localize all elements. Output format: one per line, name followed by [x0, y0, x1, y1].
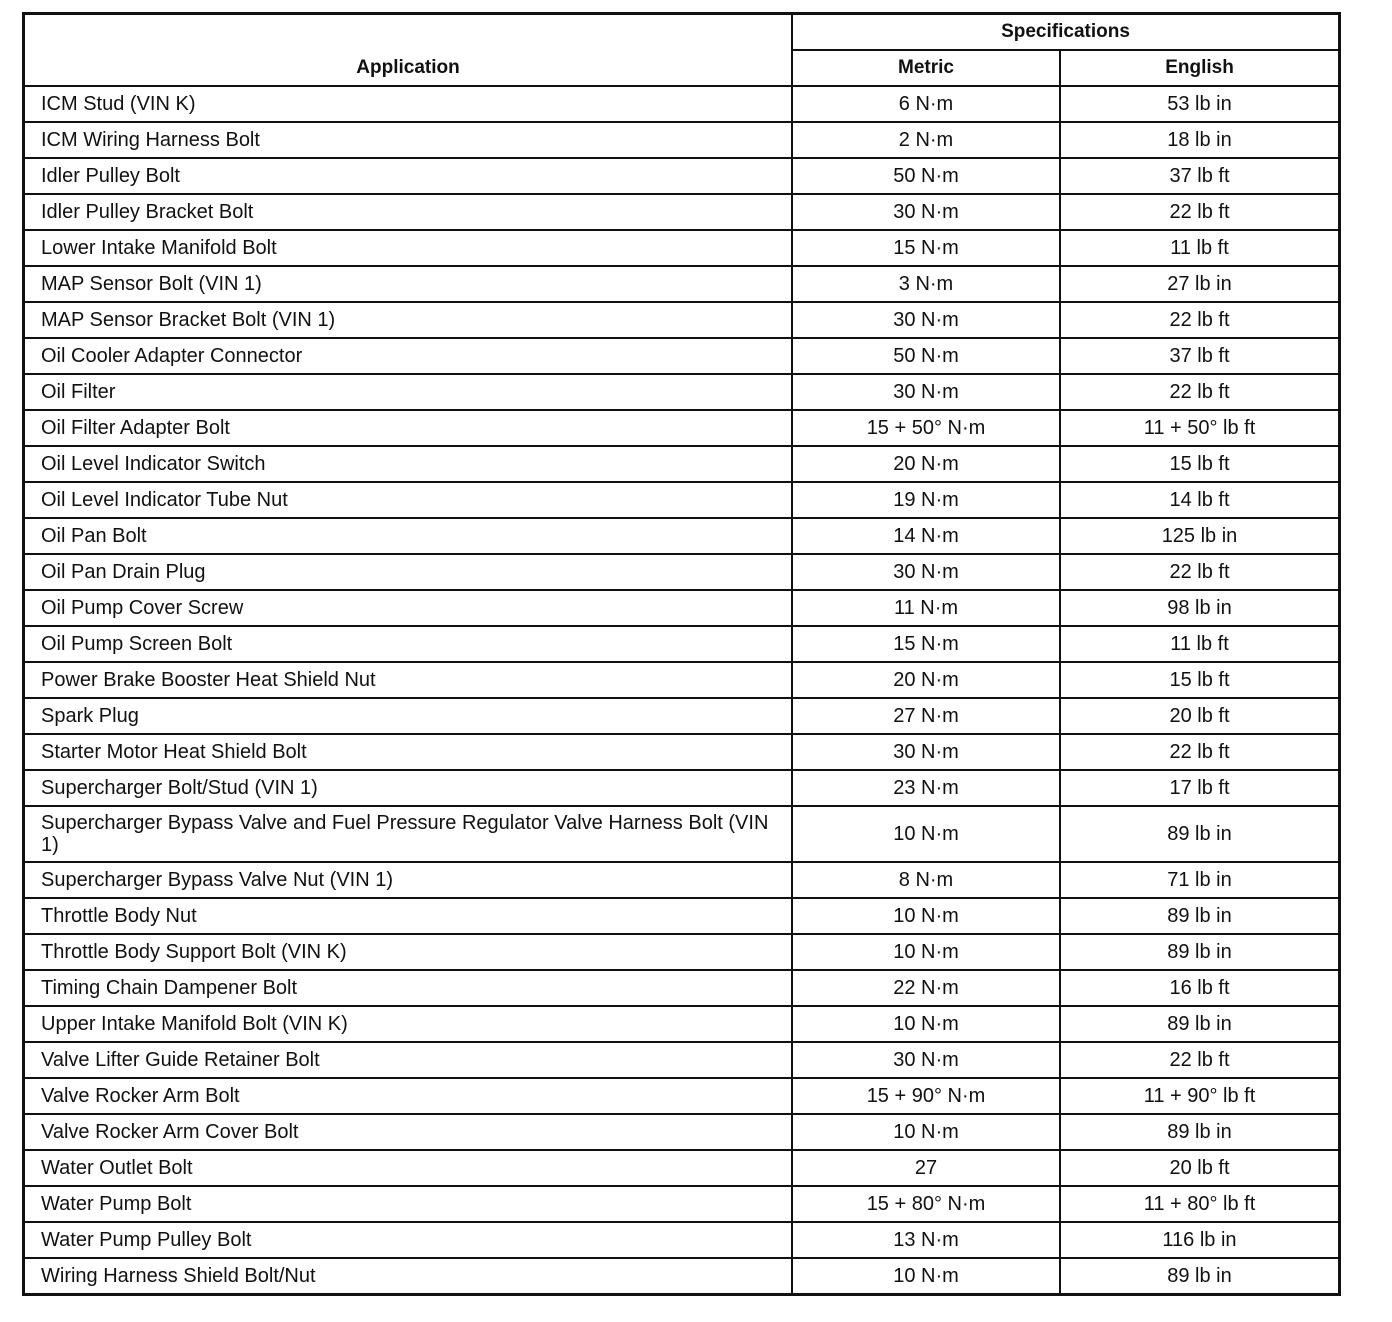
metric-cell: 19 N·m	[792, 482, 1060, 518]
english-cell: 20 lb ft	[1060, 1150, 1340, 1186]
english-cell: 22 lb ft	[1060, 194, 1340, 230]
metric-cell: 20 N·m	[792, 446, 1060, 482]
table-row	[24, 898, 1340, 934]
metric-cell: 30 N·m	[792, 302, 1060, 338]
table-row	[24, 302, 1340, 338]
english-cell: 22 lb ft	[1060, 1042, 1340, 1078]
table-row	[24, 1006, 1340, 1042]
table-row	[24, 862, 1340, 898]
application-cell: Supercharger Bolt/Stud (VIN 1)	[24, 770, 793, 806]
application-cell: Oil Pan Bolt	[24, 518, 793, 554]
header-application: Application	[24, 14, 793, 87]
english-cell: 89 lb in	[1060, 806, 1340, 862]
metric-cell: 11 N·m	[792, 590, 1060, 626]
metric-cell: 50 N·m	[792, 338, 1060, 374]
english-cell: 14 lb ft	[1060, 482, 1340, 518]
metric-cell: 3 N·m	[792, 266, 1060, 302]
application-cell: Oil Pan Drain Plug	[24, 554, 793, 590]
table-row	[24, 554, 1340, 590]
table-row	[24, 518, 1340, 554]
table-row	[24, 122, 1340, 158]
english-cell: 20 lb ft	[1060, 698, 1340, 734]
table-row	[24, 482, 1340, 518]
metric-cell: 2 N·m	[792, 122, 1060, 158]
english-cell: 15 lb ft	[1060, 662, 1340, 698]
english-cell: 53 lb in	[1060, 86, 1340, 122]
application-cell: Valve Lifter Guide Retainer Bolt	[24, 1042, 793, 1078]
table-row	[24, 1042, 1340, 1078]
english-cell: 22 lb ft	[1060, 734, 1340, 770]
table-row	[24, 662, 1340, 698]
english-cell: 11 + 90° lb ft	[1060, 1078, 1340, 1114]
application-cell: Water Pump Pulley Bolt	[24, 1222, 793, 1258]
application-cell: Oil Filter Adapter Bolt	[24, 410, 793, 446]
application-cell: Wiring Harness Shield Bolt/Nut	[24, 1258, 793, 1295]
application-cell: Oil Filter	[24, 374, 793, 410]
english-cell: 89 lb in	[1060, 1006, 1340, 1042]
metric-cell: 14 N·m	[792, 518, 1060, 554]
english-cell: 11 lb ft	[1060, 626, 1340, 662]
english-cell: 16 lb ft	[1060, 970, 1340, 1006]
metric-cell: 20 N·m	[792, 662, 1060, 698]
application-cell: Valve Rocker Arm Cover Bolt	[24, 1114, 793, 1150]
english-cell: 89 lb in	[1060, 1114, 1340, 1150]
table-row	[24, 1114, 1340, 1150]
metric-cell: 50 N·m	[792, 158, 1060, 194]
metric-cell: 30 N·m	[792, 194, 1060, 230]
application-cell: Supercharger Bypass Valve Nut (VIN 1)	[24, 862, 793, 898]
application-cell: Throttle Body Nut	[24, 898, 793, 934]
metric-cell: 30 N·m	[792, 374, 1060, 410]
metric-cell: 10 N·m	[792, 1006, 1060, 1042]
table-row	[24, 698, 1340, 734]
english-cell: 27 lb in	[1060, 266, 1340, 302]
table-row	[24, 374, 1340, 410]
english-cell: 89 lb in	[1060, 934, 1340, 970]
table-row	[24, 446, 1340, 482]
metric-cell: 8 N·m	[792, 862, 1060, 898]
english-cell: 116 lb in	[1060, 1222, 1340, 1258]
metric-cell: 10 N·m	[792, 1114, 1060, 1150]
english-cell: 11 lb ft	[1060, 230, 1340, 266]
english-cell: 22 lb ft	[1060, 302, 1340, 338]
english-cell: 11 + 50° lb ft	[1060, 410, 1340, 446]
metric-cell: 30 N·m	[792, 554, 1060, 590]
metric-cell: 30 N·m	[792, 734, 1060, 770]
application-cell: Spark Plug	[24, 698, 793, 734]
table-row	[24, 1186, 1340, 1222]
table-row	[24, 934, 1340, 970]
english-cell: 11 + 80° lb ft	[1060, 1186, 1340, 1222]
application-cell: MAP Sensor Bracket Bolt (VIN 1)	[24, 302, 793, 338]
metric-cell: 27 N·m	[792, 698, 1060, 734]
metric-cell: 15 + 80° N·m	[792, 1186, 1060, 1222]
table-row	[24, 1258, 1340, 1295]
table-row	[24, 86, 1340, 122]
table-row	[24, 338, 1340, 374]
application-cell: Valve Rocker Arm Bolt	[24, 1078, 793, 1114]
english-cell: 18 lb in	[1060, 122, 1340, 158]
metric-cell: 15 + 50° N·m	[792, 410, 1060, 446]
metric-cell: 30 N·m	[792, 1042, 1060, 1078]
application-cell: Upper Intake Manifold Bolt (VIN K)	[24, 1006, 793, 1042]
table-row	[24, 158, 1340, 194]
application-cell: Idler Pulley Bolt	[24, 158, 793, 194]
application-cell: ICM Stud (VIN K)	[24, 86, 793, 122]
metric-cell: 10 N·m	[792, 898, 1060, 934]
application-cell: Idler Pulley Bracket Bolt	[24, 194, 793, 230]
metric-cell: 23 N·m	[792, 770, 1060, 806]
english-cell: 17 lb ft	[1060, 770, 1340, 806]
header-english: English	[1060, 50, 1340, 86]
english-cell: 89 lb in	[1060, 1258, 1340, 1295]
application-cell: Supercharger Bypass Valve and Fuel Pressure Regulator Valve Harness Bolt (VIN 1)	[24, 806, 793, 862]
table-row	[24, 1222, 1340, 1258]
table-row	[24, 1150, 1340, 1186]
application-cell: Oil Pump Cover Screw	[24, 590, 793, 626]
application-cell: Oil Cooler Adapter Connector	[24, 338, 793, 374]
metric-cell: 10 N·m	[792, 934, 1060, 970]
english-cell: 22 lb ft	[1060, 374, 1340, 410]
table-row	[24, 590, 1340, 626]
metric-cell: 10 N·m	[792, 806, 1060, 862]
application-cell: Water Pump Bolt	[24, 1186, 793, 1222]
application-cell: Power Brake Booster Heat Shield Nut	[24, 662, 793, 698]
application-cell: ICM Wiring Harness Bolt	[24, 122, 793, 158]
header-metric: Metric	[792, 50, 1060, 86]
metric-cell: 22 N·m	[792, 970, 1060, 1006]
english-cell: 37 lb ft	[1060, 158, 1340, 194]
application-cell: Oil Pump Screen Bolt	[24, 626, 793, 662]
english-cell: 71 lb in	[1060, 862, 1340, 898]
english-cell: 15 lb ft	[1060, 446, 1340, 482]
table-row	[24, 266, 1340, 302]
table-row	[24, 626, 1340, 662]
application-cell: Oil Level Indicator Switch	[24, 446, 793, 482]
metric-cell: 15 + 90° N·m	[792, 1078, 1060, 1114]
application-cell: Water Outlet Bolt	[24, 1150, 793, 1186]
table-row	[24, 970, 1340, 1006]
english-cell: 22 lb ft	[1060, 554, 1340, 590]
application-cell: Starter Motor Heat Shield Bolt	[24, 734, 793, 770]
metric-cell: 6 N·m	[792, 86, 1060, 122]
application-cell: Timing Chain Dampener Bolt	[24, 970, 793, 1006]
english-cell: 98 lb in	[1060, 590, 1340, 626]
metric-cell: 10 N·m	[792, 1258, 1060, 1295]
metric-cell: 13 N·m	[792, 1222, 1060, 1258]
application-cell: Lower Intake Manifold Bolt	[24, 230, 793, 266]
metric-cell: 15 N·m	[792, 230, 1060, 266]
application-cell: Throttle Body Support Bolt (VIN K)	[24, 934, 793, 970]
application-cell: MAP Sensor Bolt (VIN 1)	[24, 266, 793, 302]
english-cell: 37 lb ft	[1060, 338, 1340, 374]
table-row	[24, 194, 1340, 230]
table-row	[24, 410, 1340, 446]
table-row	[24, 770, 1340, 806]
english-cell: 125 lb in	[1060, 518, 1340, 554]
header-specifications: Specifications	[792, 14, 1340, 51]
table-row	[24, 806, 1340, 862]
torque-spec-table	[22, 12, 1341, 1296]
metric-cell: 27	[792, 1150, 1060, 1186]
metric-cell: 15 N·m	[792, 626, 1060, 662]
table-row	[24, 734, 1340, 770]
application-cell: Oil Level Indicator Tube Nut	[24, 482, 793, 518]
table-row	[24, 230, 1340, 266]
english-cell: 89 lb in	[1060, 898, 1340, 934]
table-row	[24, 1078, 1340, 1114]
